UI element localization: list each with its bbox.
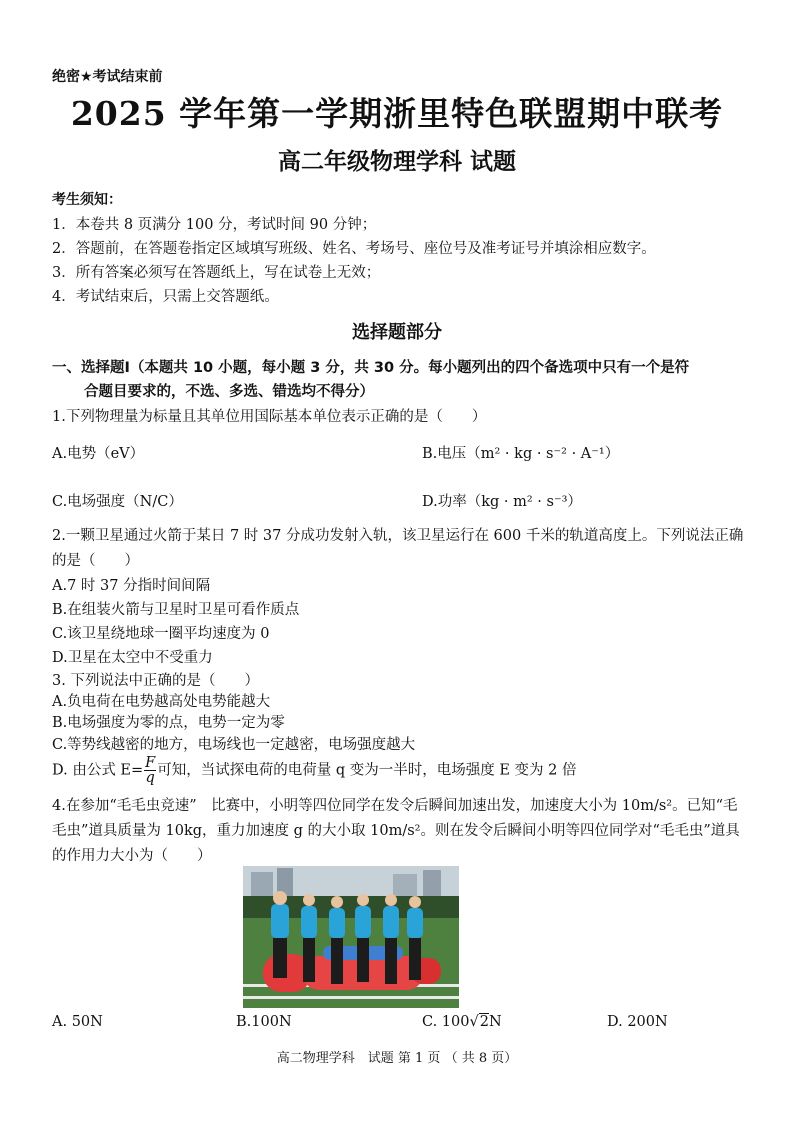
q2-option-b: B.在组装火箭与卫星时卫星可看作质点 [52, 602, 300, 618]
note-item: 2．答题前，在答题卷指定区域填写班级、姓名、考场号、座位号及准考证号并填涂相应数字。 [52, 241, 656, 257]
q4-option-a: A. 50N [52, 1014, 103, 1030]
secret-label: 绝密★考试结束前 [52, 69, 163, 85]
q1-option-b-prefix: B.电压（ [422, 446, 481, 462]
caterpillar-race-illustration [243, 866, 459, 1008]
q2-option-a: A.7 时 37 分指时间间隔 [52, 578, 211, 594]
q1-option-d-suffix: ） [567, 494, 582, 510]
q3-stem: 3. 下列说法中正确的是（ ） [52, 673, 259, 689]
sqrt-sign: √ [469, 1014, 479, 1030]
caterpillar-race-photo [243, 866, 459, 1008]
q3-option-d-suffix: 可知，当试探电荷的电荷量 q 变为一半时，电场强度 E 变为 2 倍 [157, 762, 577, 779]
q3-option-d-prefix: D. 由公式 E= [52, 762, 144, 779]
q1-option-b-suffix: ） [604, 446, 620, 462]
q4-option-b: B.100N [236, 1014, 292, 1030]
q3-option-c: C.等势线越密的地方，电场线也一定越密，电场强度越大 [52, 737, 416, 753]
q2-option-d: D.卫星在太空中不受重力 [52, 650, 213, 666]
sqrt-radicand: 2 [479, 1014, 489, 1030]
q1-option-b-unit: m² · kg · s⁻² · A⁻¹ [480, 446, 605, 462]
note-item: 4．考试结束后，只需上交答题纸。 [52, 289, 279, 305]
q4-option-c [422, 1014, 502, 1030]
q4-stem: 4.在参加“毛毛虫竞速” 比赛中，小明等四位同学在发令后瞬间加速出发，加速度大小为 10m/s²。已知“毛毛虫”道具质量为 10kg，重力加速度 g 的大小取 10m/s²。则在发令后瞬间小明等四位同学对“毛毛虫”道具的作用力大小为（ ） [52, 798, 740, 864]
q1-option-c: C.电场强度（N/C） [52, 494, 183, 510]
q3-option-b: B.电场强度为零的点，电势一定为零 [52, 715, 285, 731]
q4-option-c-prefix: C. 100 [422, 1014, 470, 1030]
q2-stem: 2.一颗卫星通过火箭于某日 7 时 37 分成功发射入轨，该卫星运行在 600 千米的轨道高度上。下列说法正确的是（ ） [52, 528, 744, 569]
q1-option-d-unit: kg · m² · s⁻³ [481, 494, 568, 510]
q2-option-c: C.该卫星绕地球一圈平均速度为 0 [52, 626, 270, 642]
formula-fraction [144, 756, 156, 785]
fraction-numerator: F [145, 755, 156, 771]
notes-heading: 考生须知： [52, 192, 122, 208]
exam-title: 2025 学年第一学期浙里特色联盟期中联考 [70, 94, 724, 133]
q4-option-c-suffix: N [488, 1014, 502, 1030]
fraction-denominator: q [145, 770, 155, 786]
q1-option-d [422, 490, 582, 511]
q1-option-b [422, 442, 619, 463]
q3-option-a: A.负电荷在电势越高处电势能越大 [52, 694, 271, 710]
part-heading-line2: 合题目要求的，不选、多选、错选均不得分） [84, 384, 374, 400]
page-footer: 高二物理学科 试题 第 1 页 （ 共 8 页） [276, 1051, 518, 1066]
q4-option-d: D. 200N [607, 1014, 668, 1030]
note-item: 3．所有答案必须写在答题纸上，写在试卷上无效； [52, 265, 381, 281]
exam-subtitle: 高二年级物理学科 试题 [277, 149, 516, 175]
q1-option-a: A.电势（eV） [52, 446, 145, 462]
q1-stem: 1.下列物理量为标量且其单位用国际基本单位表示正确的是（ ） [52, 409, 487, 425]
part-heading [52, 356, 752, 404]
part-heading-line1: 一、选择题Ⅰ（本题共 10 小题，每小题 3 分，共 30 分。每小题列出的四个备选项中只有一个是符 [52, 360, 690, 376]
note-item: 1．本卷共 8 页满分 100 分，考试时间 90 分钟； [52, 217, 377, 233]
q3-option-d [52, 756, 576, 785]
q1-option-d-prefix: D.功率（ [422, 494, 482, 510]
section-title: 选择题部分 [352, 322, 442, 343]
